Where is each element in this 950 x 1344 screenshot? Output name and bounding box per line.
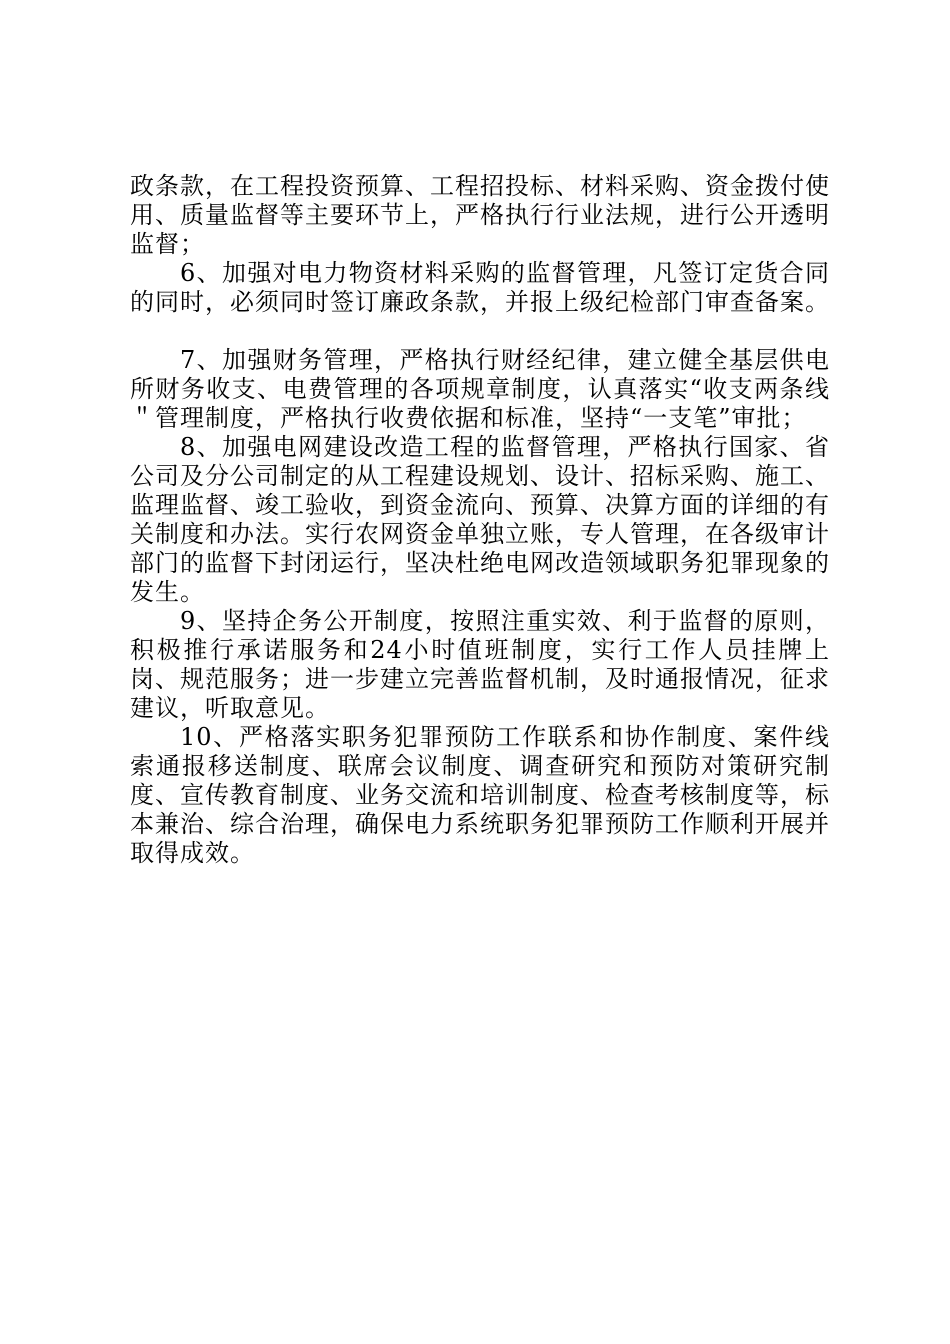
paragraph-item-9: 9、坚持企务公开制度，按照注重实效、利于监督的原则，积极推行承诺服务和24小时值班制度，实行工作人员挂牌上岗、规范服务；进一步建立完善监督机制，及时通报情况，征求建议，听取意见。 [130, 607, 830, 722]
paragraph-item-8: 8、加强电网建设改造工程的监督管理，严格执行国家、省公司及分公司制定的从工程建设规划、设计、招标采购、施工、监理监督、竣工验收，到资金流向、预算、决算方面的详细的有关制度和办法。实行农网资金单独立账，专人管理，在各级审计部门的监督下封闭运行，坚决杜绝电网改造领域职务犯罪现象的发生。 [130, 433, 830, 606]
paragraph-item-7: 7、加强财务管理，严格执行财经纪律，建立健全基层供电所财务收支、电费管理的各项规章制度，认真落实“收支两条线＂管理制度，严格执行收费依据和标准，坚持“一支笔”审批； [130, 346, 830, 432]
document-body [130, 172, 830, 868]
paragraph-continuation: 政条款，在工程投资预算、工程招投标、材料采购、资金拨付使用、质量监督等主要环节上，严格执行行业法规，进行公开透明监督； [130, 172, 830, 258]
paragraph-item-6: 6、加强对电力物资材料采购的监督管理，凡签订定货合同的同时，必须同时签订廉政条款，并报上级纪检部门审查备案。 [130, 259, 830, 316]
paragraph-item-10: 10、严格落实职务犯罪预防工作联系和协作制度、案件线索通报移送制度、联席会议制度、调查研究和预防对策研究制度、宣传教育制度、业务交流和培训制度、检查考核制度等，标本兼治、综合治理，确保电力系统职务犯罪预防工作顺利开展并取得成效。 [130, 723, 830, 867]
